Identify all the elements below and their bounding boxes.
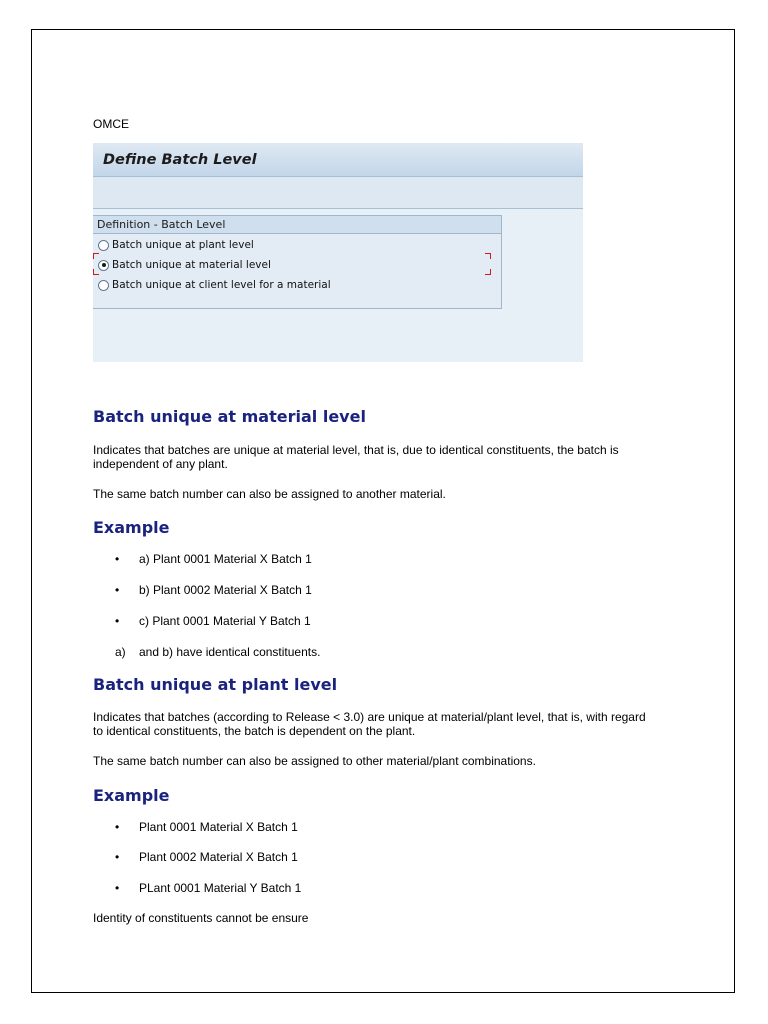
sap-screen-title: Define Batch Level bbox=[93, 143, 583, 177]
option-label: Batch unique at plant level bbox=[112, 239, 254, 251]
option-client-level[interactable] bbox=[98, 278, 331, 292]
bullet-icon: • bbox=[115, 850, 120, 864]
closing-paragraph: Identity of constituents cannot be ensure bbox=[93, 911, 309, 925]
sap-toolbar bbox=[93, 177, 583, 209]
bullet-icon: • bbox=[115, 881, 120, 895]
section-heading-material-level: Batch unique at material level bbox=[93, 407, 366, 426]
option-label: Batch unique at material level bbox=[112, 259, 271, 271]
transaction-code: OMCE bbox=[93, 117, 129, 131]
bullet-icon: • bbox=[115, 583, 120, 597]
bullet-icon: • bbox=[115, 552, 120, 566]
radio-button-icon[interactable] bbox=[98, 240, 109, 251]
section-heading-plant-level: Batch unique at plant level bbox=[93, 675, 338, 694]
focus-corner-icon bbox=[93, 253, 99, 259]
paragraph: The same batch number can also be assigned to other material/plant combinations. bbox=[93, 754, 536, 768]
option-plant-level[interactable] bbox=[98, 238, 254, 252]
focus-corner-icon bbox=[485, 269, 491, 275]
groupbox-title: Definition - Batch Level bbox=[93, 216, 501, 234]
list-marker: a) bbox=[115, 645, 126, 659]
focus-corner-icon bbox=[93, 269, 99, 275]
example-heading: Example bbox=[93, 518, 170, 537]
option-label: Batch unique at client level for a material bbox=[112, 279, 331, 291]
paragraph: Indicates that batches (according to Release < 3.0) are unique at material/plant level, that is, with regard to identical constituents, the batch is dependent on the plant. bbox=[93, 710, 646, 738]
radio-button-icon[interactable] bbox=[98, 280, 109, 291]
paragraph: The same batch number can also be assigned to another material. bbox=[93, 487, 446, 501]
option-material-level[interactable] bbox=[98, 258, 271, 272]
document-page: OMCE Define Batch Level Definition - Batch Level Batch unique at plant level Batch unique at material level Batch unique at client level for a material Batch unique at material level Indicates that batches are unique at material level, that is, due to identical constituents, the batch is independent of any plant. The same batch number can also be assigned to another material. Example • a) Plant 0001 Material X Batch 1 • b) Plant 0002 Material X Batch 1 • c) Plant 0001 Material Y Batch 1 a) and b) have identical constituents. Batch unique at plant level Indicates that batches (according to Release < 3.0) are unique at material/plant level, that is, with regard to identical constituents, the batch is dependent on the plant. The same batch number can also be assigned to other material/plant combinations. Example • Plant 0001 Material X Batch 1 • Plant 0002 Material X Batch 1 • PLant 0001 Material Y Batch 1 Identity of constituents cannot be ensure bbox=[31, 29, 735, 993]
radio-button-selected-icon[interactable] bbox=[98, 260, 109, 271]
sap-screenshot bbox=[93, 143, 583, 362]
bullet-icon: • bbox=[115, 820, 120, 834]
focus-corner-icon bbox=[485, 253, 491, 259]
bullet-icon: • bbox=[115, 614, 120, 628]
example-heading: Example bbox=[93, 786, 170, 805]
paragraph: Indicates that batches are unique at material level, that is, due to identical constituents, the batch is independent of any plant. bbox=[93, 443, 619, 471]
